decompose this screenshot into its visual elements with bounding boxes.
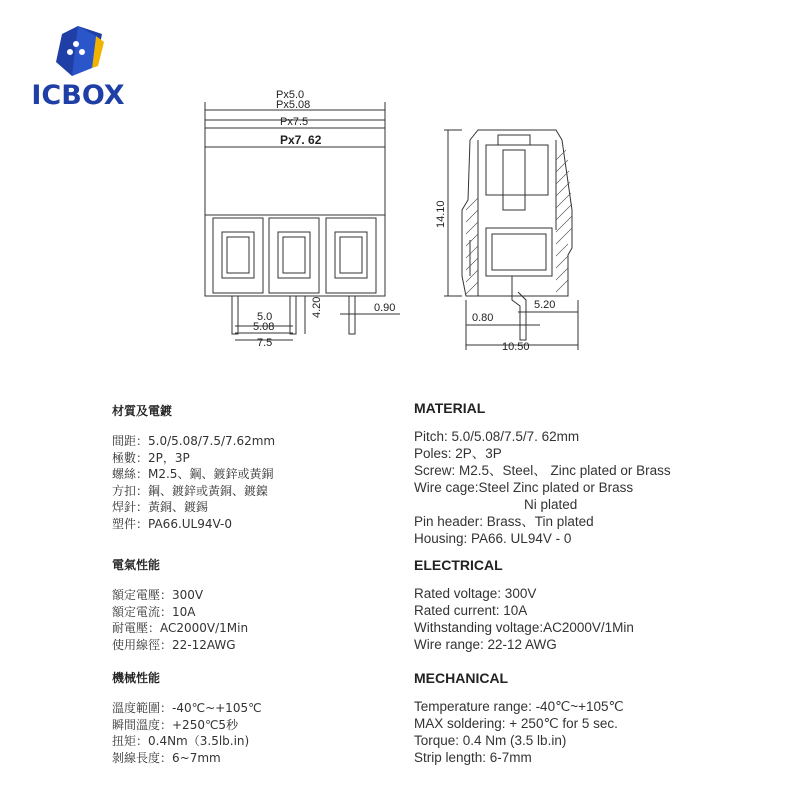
en-material-line: Pitch: 5.0/5.08/7.5/7. 62mm [414,429,580,444]
dim-side-520: 5.20 [534,299,556,311]
dim-pin-090: 0.90 [374,302,396,314]
en-electrical-line: Rated voltage: 300V [414,586,537,601]
dim-side-080: 0.80 [472,312,494,324]
zh-mechanical-line: 剝線長度：6~7mm [112,750,221,765]
zh-material-line: 塑件：PA66.UL94V-0 [112,516,232,531]
en-mechanical-line: Strip length: 6-7mm [414,750,532,765]
zh-material-line: 極數：2P，3P [112,450,190,465]
zh-material-line: 焊針：黃銅、鍍錫 [112,500,209,514]
dim-pin-420: 4.20 [311,296,323,318]
dim-side-1050: 10.50 [502,341,530,353]
en-material-section [414,400,671,547]
zh-material-line: 螺絲：M2.5、鋼、鍍鋅或黃銅 [112,467,274,481]
en-material-line: Screw: M2.5、Steel、 Zinc plated or Brass [414,463,671,478]
terminal-openings [213,218,376,293]
zh-mechanical-section [112,669,262,766]
technical-drawing [0,0,800,390]
brand-name: ICBOX [31,80,125,111]
en-material-title: MATERIAL [414,400,486,416]
zh-electrical-title: 電氣性能 [112,558,161,572]
dim-p508: Px5.08 [276,99,311,111]
en-electrical-title: ELECTRICAL [414,557,503,573]
en-mechanical-title: MECHANICAL [414,670,509,686]
en-mechanical-section [414,670,624,766]
zh-material-title: 材質及電鍍 [112,404,173,418]
side-view [444,130,578,350]
en-mechanical-line: Temperature range: -40℃~+105℃ [414,699,624,714]
dim-p762: Px7. 62 [280,133,322,147]
zh-mechanical-line: 瞬間溫度：+250℃5秒 [112,717,239,732]
en-mechanical-line: Torque: 0.4 Nm (3.5 lb.in) [414,733,567,748]
en-mechanical-line: MAX soldering: + 250℃ for 5 sec. [414,716,618,731]
zh-material-line: 間距：5.0/5.08/7.5/7.62mm [112,434,276,448]
zh-electrical-line: 耐電壓：AC2000V/1Min [112,621,249,635]
en-material-line: Poles: 2P、3P [414,446,502,461]
en-electrical-section [414,557,634,653]
dim-pin-508: 5.08 [253,321,275,333]
dim-p75: Px7.5 [280,116,309,128]
dim-side-1410: 14.10 [435,200,447,228]
zh-material-line: 方扣：鋼、鍍鋅或黃銅、鍍鎳 [112,483,269,498]
dim-pin-50: 5.0 [257,311,273,323]
en-material-line: Pin header: Brass、Tin plated [414,514,594,529]
zh-mechanical-line: 扭矩：0.4Nm（3.5lb.in) [112,734,250,748]
dim-pin-75: 7.5 [257,337,273,349]
zh-mechanical-line: 溫度範圍：-40℃~+105℃ [112,701,262,715]
zh-electrical-line: 使用線徑：22-12AWG [112,637,236,652]
en-material-line: Ni plated [524,497,578,512]
en-material-line: Housing: PA66. UL94V - 0 [414,531,572,546]
dim-p50: Px5.0 [276,89,305,101]
zh-electrical-line: 額定電壓：300V [112,588,204,602]
en-material-line: Wire cage:Steel Zinc plated or Brass [414,480,634,495]
zh-mechanical-title: 機械性能 [112,671,161,685]
en-electrical-line: Withstanding voltage:AC2000V/1Min [414,620,634,635]
zh-electrical-section [112,556,248,653]
zh-electrical-line: 額定電流：10A [112,604,196,619]
en-electrical-line: Rated current: 10A [414,603,528,618]
en-electrical-line: Wire range: 22-12 AWG [414,637,557,652]
zh-material-section [112,402,275,532]
